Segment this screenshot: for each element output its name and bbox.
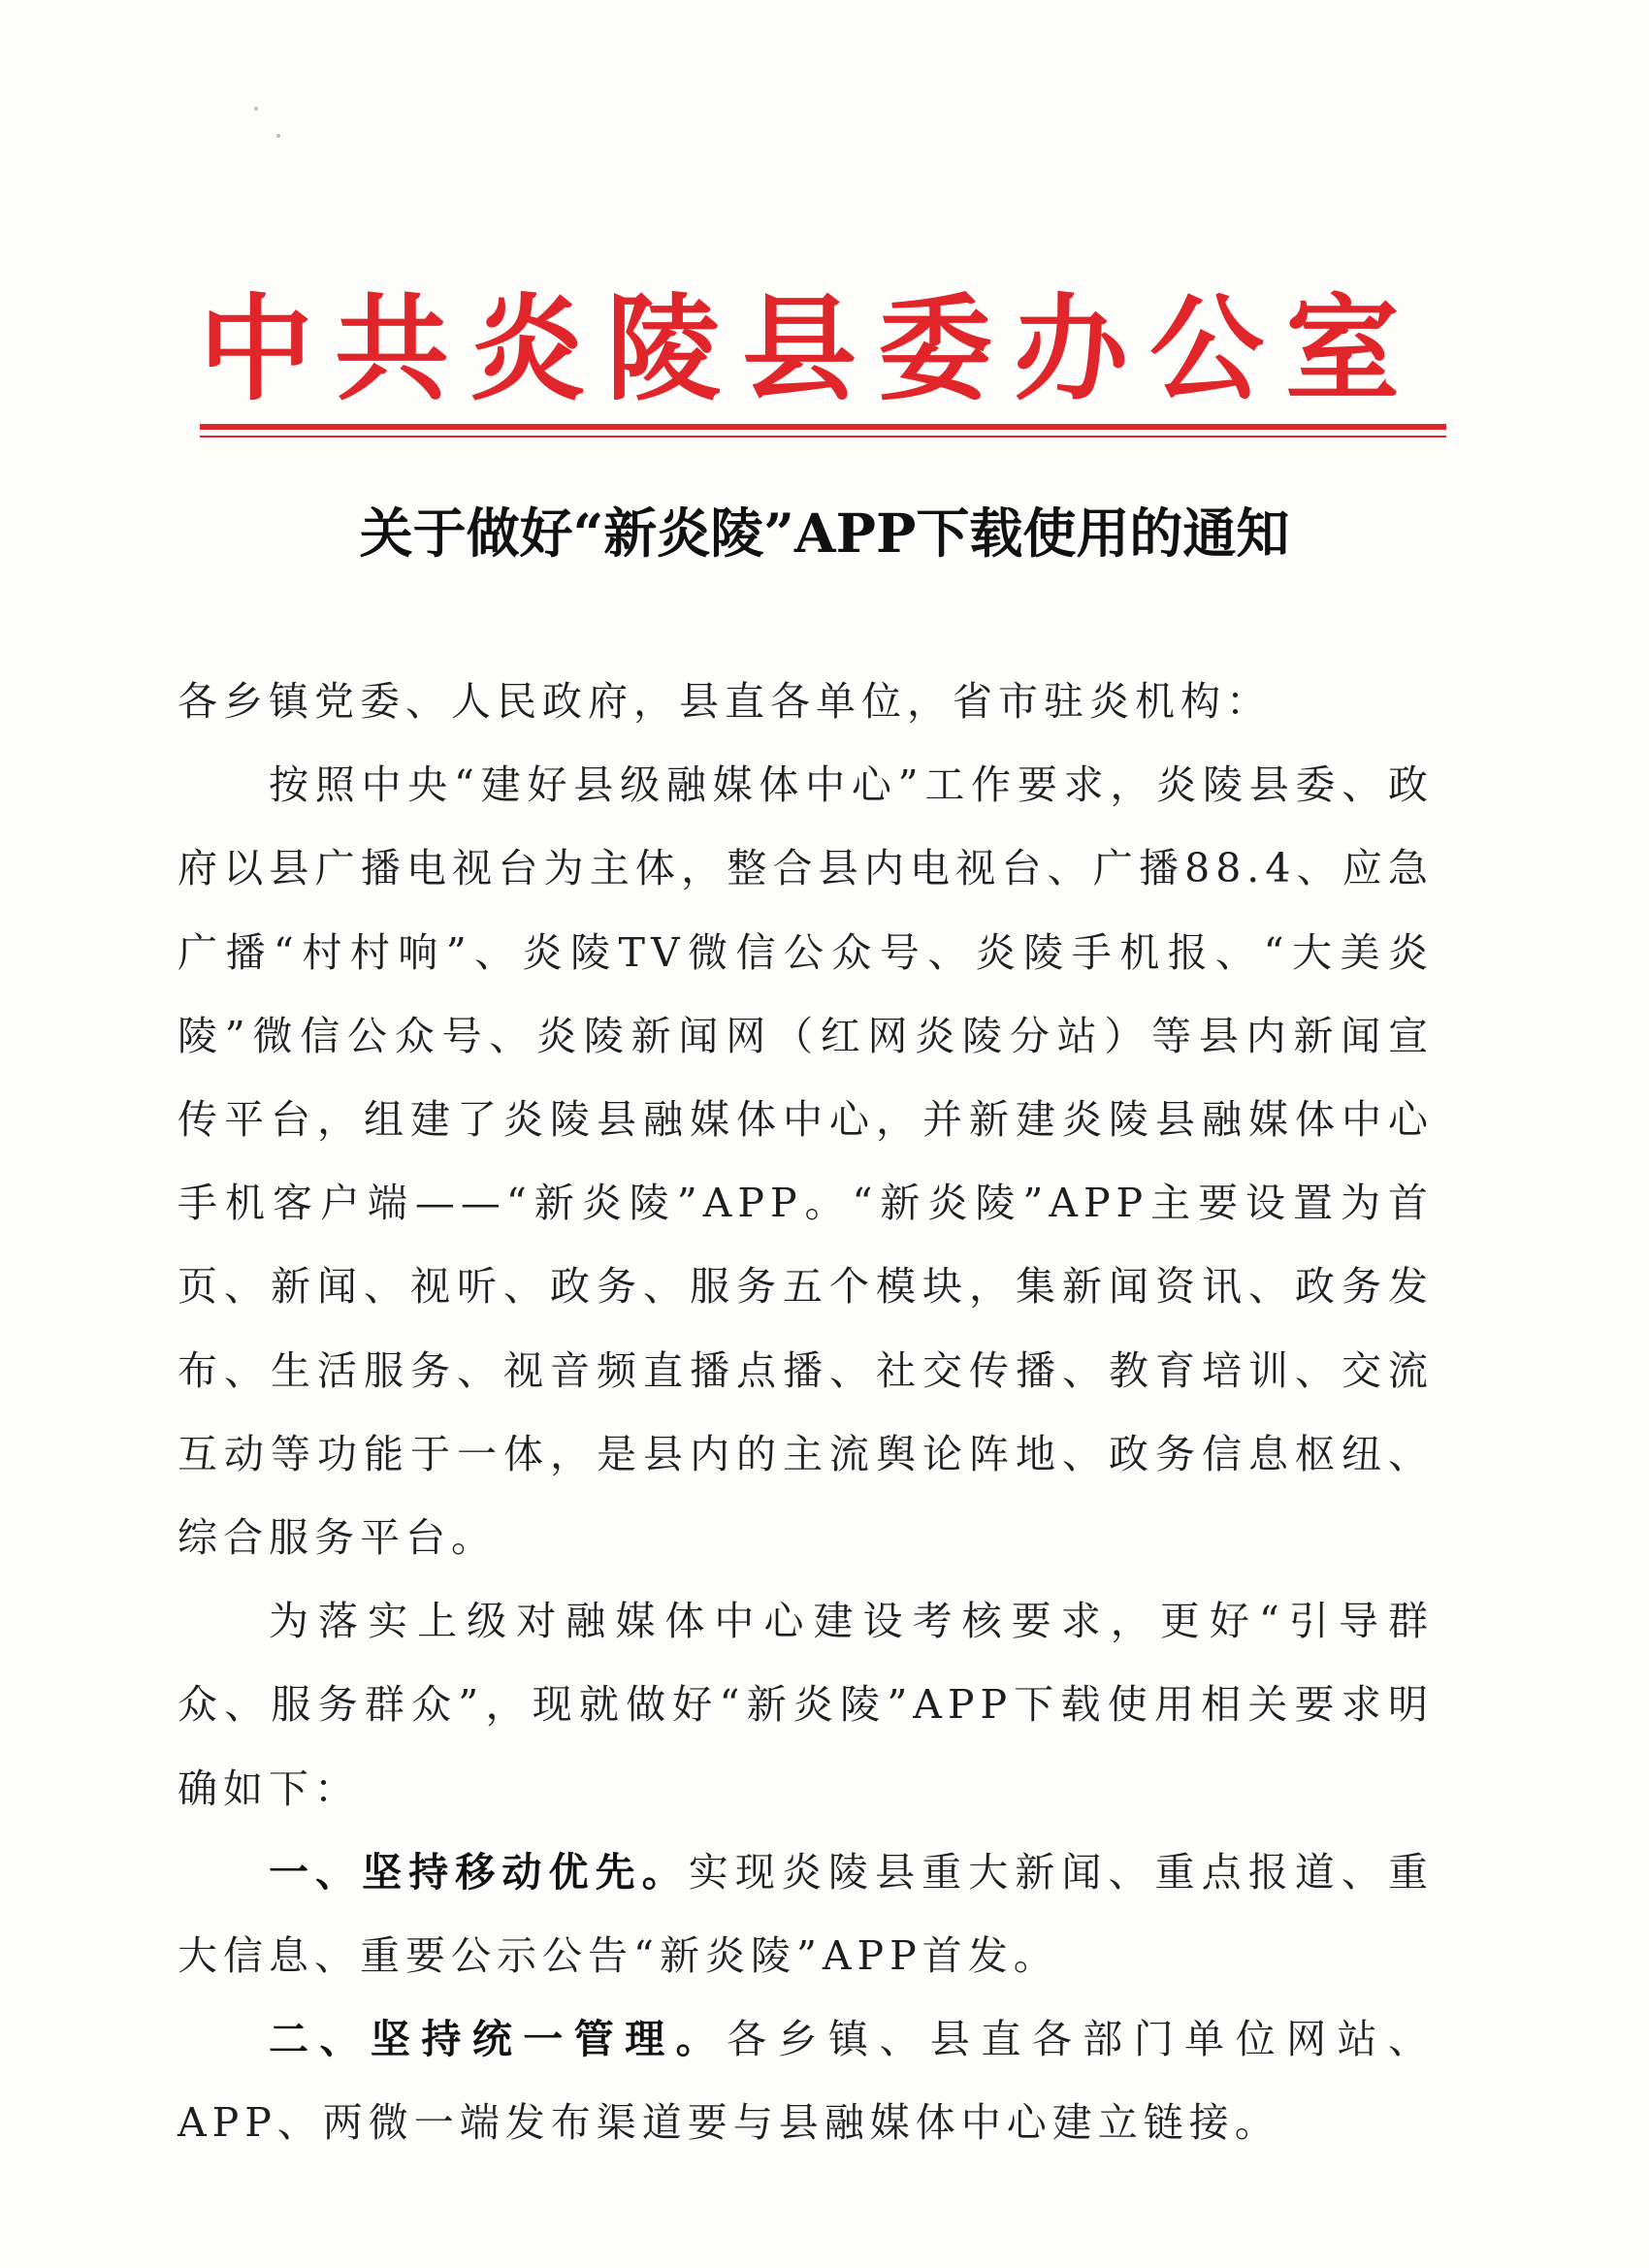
notice-body bbox=[178, 660, 1434, 2165]
requirement-item-1-text: 实现炎陵县重大新闻、重点报道、重大信息、重要公示公告“新炎陵”APP首发。 bbox=[178, 1848, 1434, 1980]
requirement-item-1 bbox=[178, 1831, 1434, 1997]
issuer-header: 中共炎陵县委办公室 bbox=[199, 282, 1422, 416]
scan-speck bbox=[254, 107, 258, 111]
requirement-item-2-text: 各乡镇、县直各部门单位网站、APP、两微一端发布渠道要与县融媒体中心建立链接。 bbox=[178, 2016, 1435, 2147]
paragraph-requirements-intro: 为落实上级对融媒体中心建设考核要求，更好“引导群众、服务群众”，现就做好“新炎陵”APP下载使用相关要求明确如下： bbox=[178, 1598, 1434, 1812]
salutation: 各乡镇党委、人民政府，县直各单位，省市驻炎机构： bbox=[178, 678, 1272, 725]
header-red-rule-thick bbox=[200, 424, 1446, 430]
requirement-item-2 bbox=[178, 1997, 1434, 2164]
requirement-item-1-heading: 一、坚持移动优先。 bbox=[269, 1848, 689, 1895]
paragraph-background: 按照中央“建好县级融媒体中心”工作要求，炎陵县委、政府以县广播电视台为主体，整合县内电视台、广播88.4、应急广播“村村响”、炎陵TV微信公众号、炎陵手机报、“大美炎陵”微信公众号、炎陵新闻网（红网炎陵分站）等县内新闻宣传平台，组建了炎陵县融媒体中心，并新建炎陵县融媒体中心手机客户端——“新炎陵”APP。“新炎陵”APP主要设置为首页、新闻、视听、政务、服务五个模块，集新闻资讯、政务发布、生活服务、视音频直播点播、社交传播、教育培训、交流互动等功能于一体，是县内的主流舆论阵地、政务信息枢纽、综合服务平台。 bbox=[178, 761, 1434, 1562]
header-red-rule-thin bbox=[200, 436, 1446, 437]
scan-speck bbox=[276, 134, 280, 138]
requirement-item-2-heading: 二、坚持统一管理。 bbox=[269, 2016, 728, 2063]
notice-title: 关于做好“新炎陵”APP下载使用的通知 bbox=[359, 502, 1290, 565]
